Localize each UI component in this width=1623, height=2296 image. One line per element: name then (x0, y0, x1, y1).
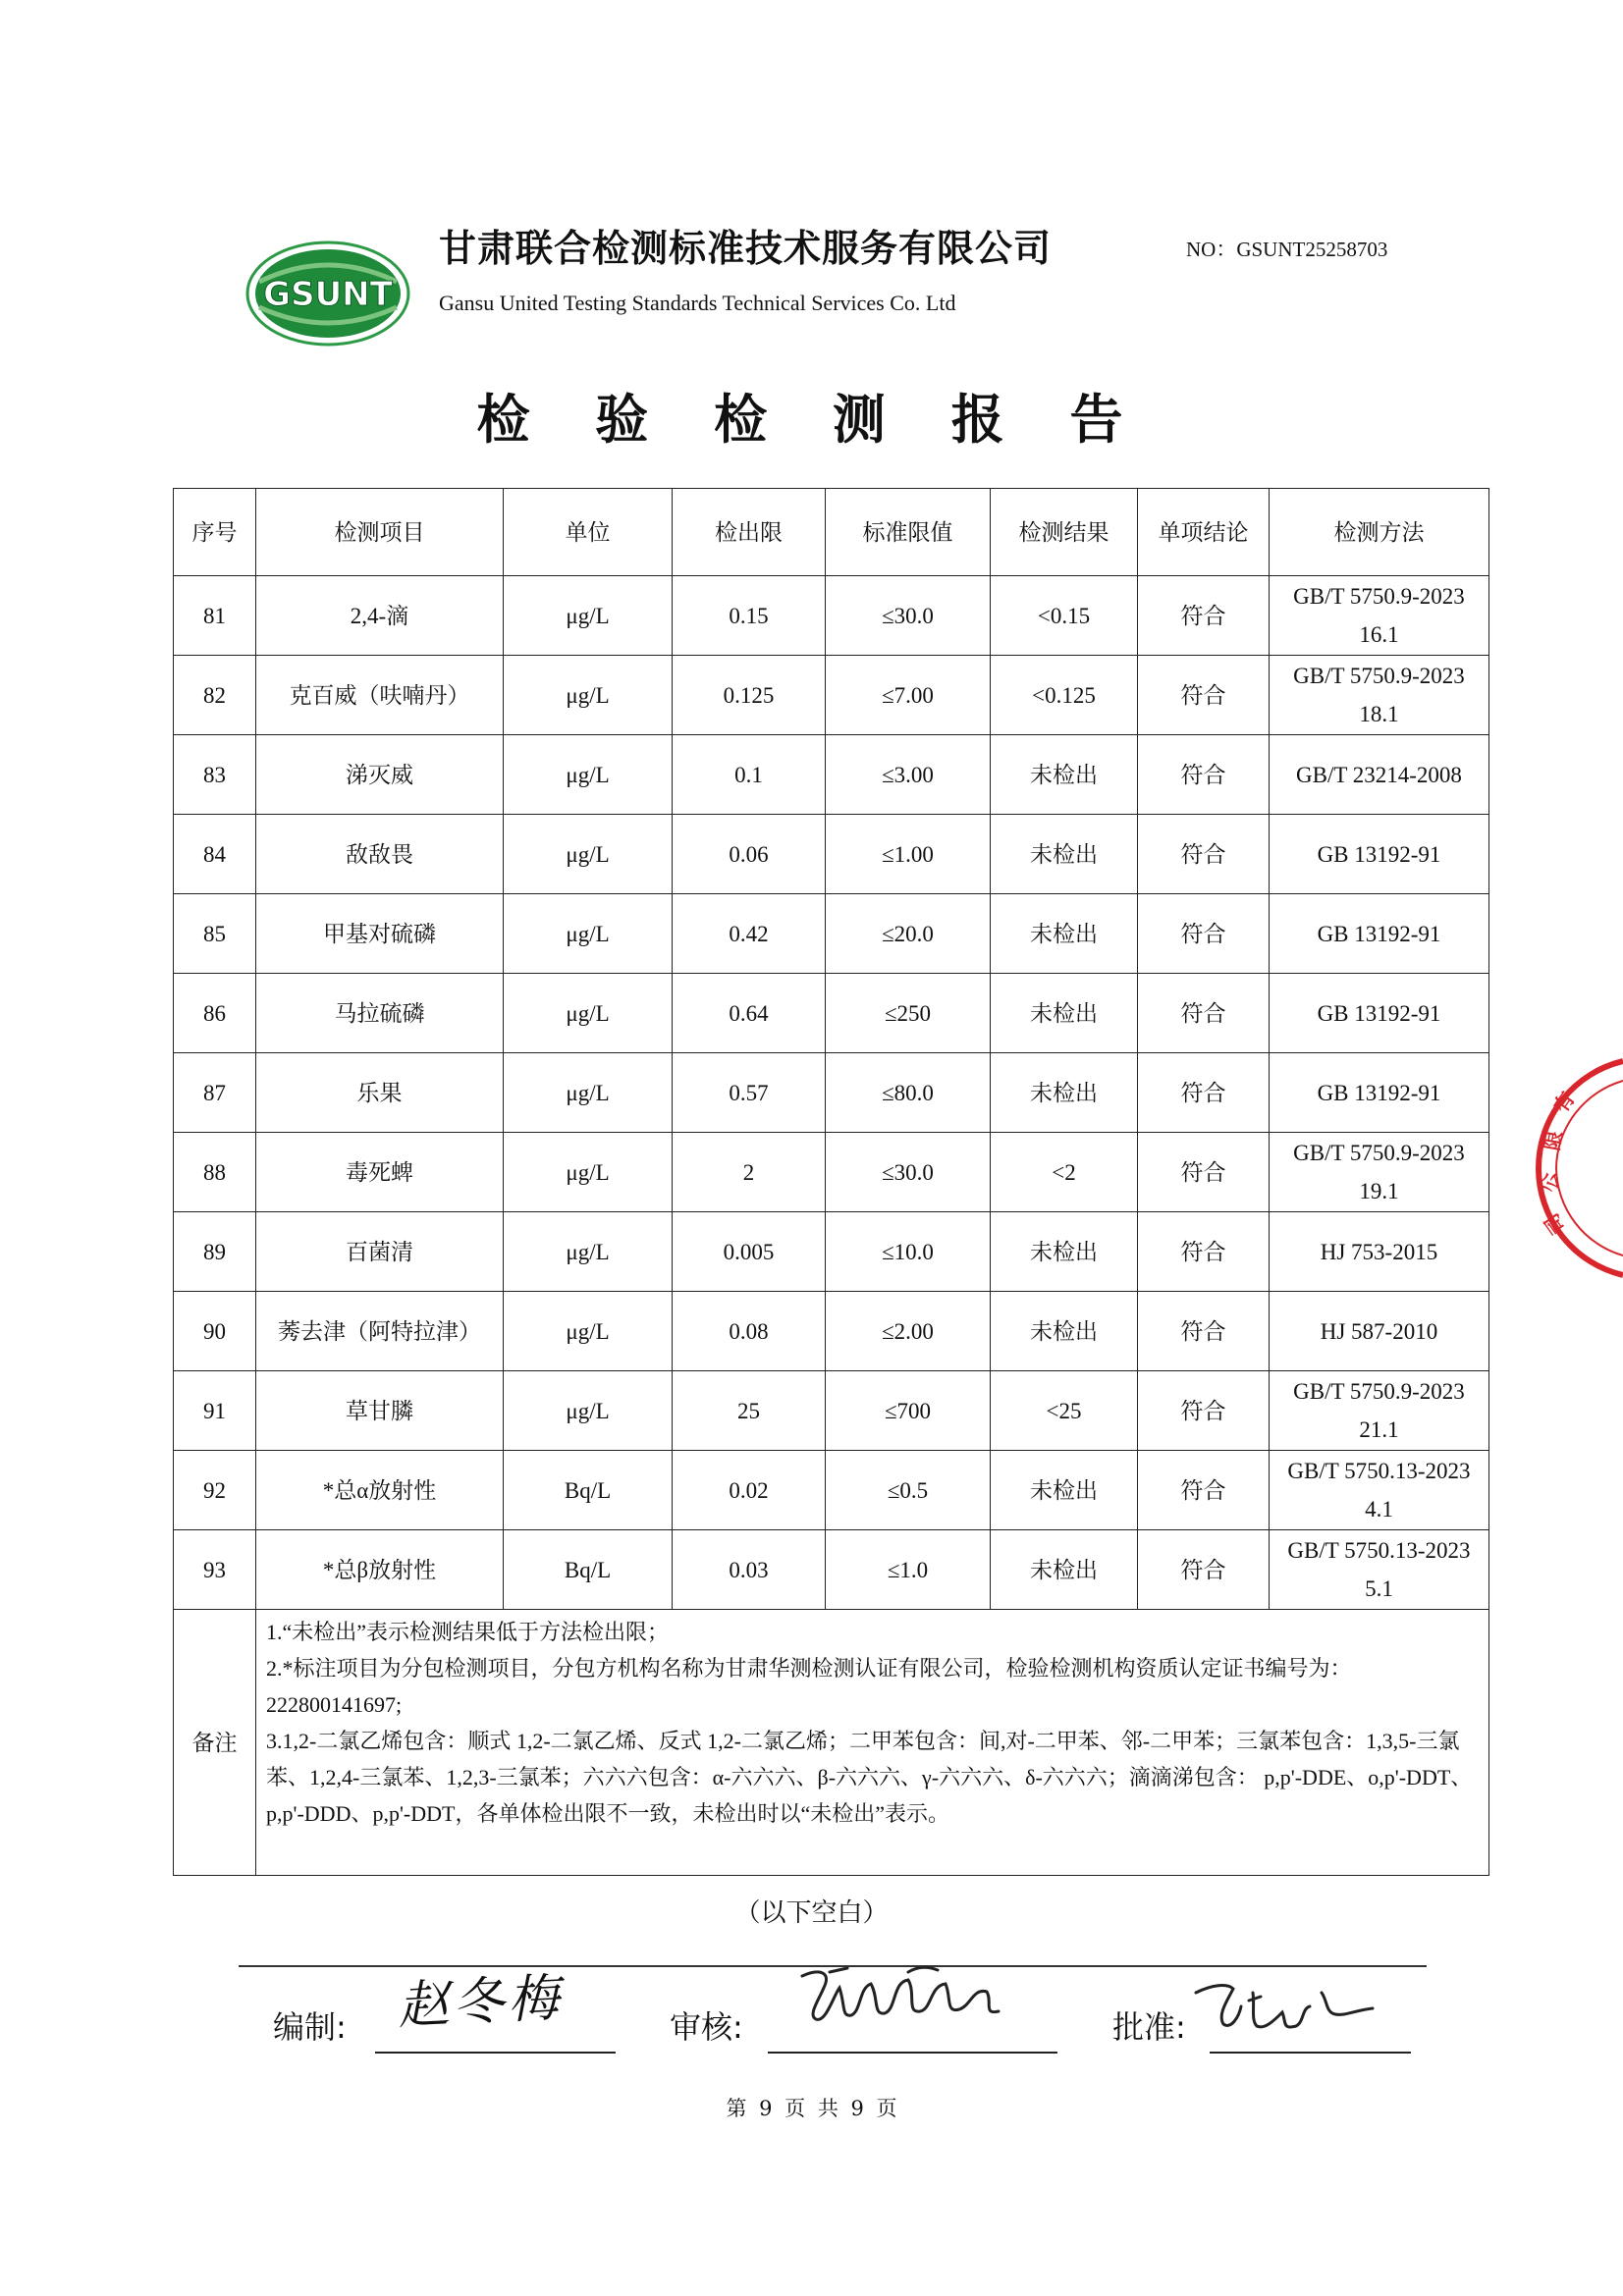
cell-method (1270, 894, 1489, 974)
cell-item: 涕灭威 (256, 735, 504, 815)
method-line: 4.1 (1365, 1497, 1393, 1522)
method-line: GB 13192-91 (1317, 921, 1441, 946)
reviewed-by-label: 审核: (670, 2008, 743, 2046)
cell-item: 敌敌畏 (256, 815, 504, 894)
company-logo (245, 240, 410, 347)
cell-conclusion: 符合 (1138, 1133, 1270, 1212)
svg-text:有: 有 (1548, 1087, 1580, 1117)
column-header: 检测方法 (1270, 489, 1489, 576)
svg-text:公: 公 (1536, 1170, 1563, 1195)
cell-standard-limit: ≤1.0 (826, 1530, 991, 1610)
column-header: 检测项目 (256, 489, 504, 576)
method-line: HJ 587-2010 (1320, 1318, 1438, 1344)
cell-result: 未检出 (991, 1212, 1138, 1292)
cell-item: 克百威（呋喃丹） (256, 656, 504, 735)
cell-item: 莠去津（阿特拉津） (256, 1292, 504, 1371)
cell-serial: 87 (174, 1053, 256, 1133)
cell-standard-limit: ≤20.0 (826, 894, 991, 974)
table-row (174, 735, 1489, 815)
table-row (174, 1530, 1489, 1610)
cell-conclusion: 符合 (1138, 815, 1270, 894)
method-line: HJ 753-2015 (1320, 1239, 1438, 1264)
report-title: 检 验 检 测 报 告 (476, 389, 1147, 451)
cell-unit: μg/L (504, 1133, 673, 1212)
cell-result: 未检出 (991, 1292, 1138, 1371)
cell-unit: μg/L (504, 815, 673, 894)
method-line: GB 13192-91 (1317, 1080, 1441, 1105)
method-line: 5.1 (1365, 1576, 1393, 1601)
note-line: 2.*标注项目为分包检测项目，分包方机构名称为甘肃华测检测认证有限公司，检验检测机构资质认定证书编号为：222800141697; (266, 1656, 1352, 1717)
cell-standard-limit: ≤30.0 (826, 1133, 991, 1212)
cell-detection-limit: 0.1 (673, 735, 826, 815)
table-row (174, 656, 1489, 735)
column-header: 检出限 (673, 489, 826, 576)
table-row (174, 1451, 1489, 1530)
cell-unit: μg/L (504, 1292, 673, 1371)
column-header: 单位 (504, 489, 673, 576)
cell-serial: 81 (174, 576, 256, 656)
page-footer: 第 9 页 共 9 页 (726, 2097, 897, 2120)
cell-unit: μg/L (504, 576, 673, 656)
method-line: GB/T 5750.13-2023 (1287, 1459, 1471, 1483)
cell-unit: μg/L (504, 1212, 673, 1292)
table-row (174, 1133, 1489, 1212)
cell-item: 2,4-滴 (256, 576, 504, 656)
cell-conclusion: 符合 (1138, 1371, 1270, 1451)
cell-serial: 92 (174, 1451, 256, 1530)
cell-standard-limit: ≤250 (826, 974, 991, 1053)
official-seal-icon (1517, 1055, 1623, 1281)
cell-detection-limit: 2 (673, 1133, 826, 1212)
cell-item: 草甘膦 (256, 1371, 504, 1451)
method-line: 21.1 (1359, 1417, 1399, 1442)
method-line: GB/T 5750.9-2023 (1293, 1379, 1465, 1404)
cell-conclusion: 符合 (1138, 974, 1270, 1053)
cell-method (1270, 1133, 1489, 1212)
cell-standard-limit: ≤2.00 (826, 1292, 991, 1371)
svg-text:GSUNT: GSUNT (263, 275, 393, 314)
cell-result: <2 (991, 1133, 1138, 1212)
cell-method (1270, 1530, 1489, 1610)
cell-conclusion: 符合 (1138, 1530, 1270, 1610)
method-line: 18.1 (1359, 702, 1399, 726)
cell-method (1270, 735, 1489, 815)
method-line: GB/T 5750.9-2023 (1293, 584, 1465, 609)
svg-text:司: 司 (1539, 1208, 1571, 1239)
cell-conclusion: 符合 (1138, 894, 1270, 974)
cell-result: <25 (991, 1371, 1138, 1451)
cell-standard-limit: ≤700 (826, 1371, 991, 1451)
results-table (173, 488, 1489, 1876)
cell-serial: 91 (174, 1371, 256, 1451)
cell-result: 未检出 (991, 1530, 1138, 1610)
cell-detection-limit: 0.15 (673, 576, 826, 656)
cell-unit: μg/L (504, 1371, 673, 1451)
cell-standard-limit: ≤30.0 (826, 576, 991, 656)
cell-conclusion: 符合 (1138, 1292, 1270, 1371)
cell-standard-limit: ≤10.0 (826, 1212, 991, 1292)
blank-below-note: （以下空白） (734, 1898, 889, 1928)
note-line: 3.1,2-二氯乙烯包含：顺式 1,2-二氯乙烯、反式 1,2-二氯乙烯；二甲苯包含：间,对-二甲苯、邻-二甲苯；三氯苯包含：1,3,5-三氯苯、1,2,4-三氯苯、1,2,3-三氯苯；六六六包含：α-六六六、β-六六六、γ-六六六、δ-六六六；滴滴涕包含： p,p'-DDE、o,p'-DDT、p,p'-DDD、p,p'-DDT，各单体检出限不一致，未检出时以“未检出”表示。 (266, 1729, 1473, 1826)
cell-conclusion: 符合 (1138, 1053, 1270, 1133)
cell-serial: 82 (174, 656, 256, 735)
cell-method (1270, 1053, 1489, 1133)
cell-detection-limit: 0.125 (673, 656, 826, 735)
company-name-cn: 甘肃联合检测标准技术服务有限公司 (439, 227, 1053, 270)
cell-detection-limit: 0.57 (673, 1053, 826, 1133)
table-row (174, 1212, 1489, 1292)
table-row (174, 1371, 1489, 1451)
report-number: NO：GSUNT25258703 (1186, 238, 1388, 261)
cell-conclusion: 符合 (1138, 1451, 1270, 1530)
table-row (174, 1292, 1489, 1371)
cell-result: 未检出 (991, 894, 1138, 974)
approved-by-label: 批准: (1112, 2008, 1186, 2046)
cell-result: 未检出 (991, 815, 1138, 894)
cell-item: 百菌清 (256, 1212, 504, 1292)
compiled-by-signature: 赵冬梅 (396, 1968, 565, 2037)
cell-method (1270, 1212, 1489, 1292)
cell-detection-limit: 0.005 (673, 1212, 826, 1292)
cell-method (1270, 1292, 1489, 1371)
cell-method (1270, 656, 1489, 735)
cell-method (1270, 1371, 1489, 1451)
cell-serial: 90 (174, 1292, 256, 1371)
notes-row (174, 1610, 1489, 1876)
cell-conclusion: 符合 (1138, 576, 1270, 656)
cell-item: 马拉硫磷 (256, 974, 504, 1053)
notes-content (256, 1610, 1489, 1876)
table-row (174, 1053, 1489, 1133)
cell-result: 未检出 (991, 1053, 1138, 1133)
compiled-by-label: 编制: (273, 2008, 347, 2046)
cell-unit: μg/L (504, 656, 673, 735)
cell-unit: μg/L (504, 974, 673, 1053)
cell-standard-limit: ≤3.00 (826, 735, 991, 815)
cell-unit: Bq/L (504, 1451, 673, 1530)
cell-method (1270, 815, 1489, 894)
cell-unit: μg/L (504, 1053, 673, 1133)
cell-unit: Bq/L (504, 1530, 673, 1610)
cell-result: 未检出 (991, 1451, 1138, 1530)
cell-method (1270, 576, 1489, 656)
method-line: GB 13192-91 (1317, 841, 1441, 867)
cell-detection-limit: 0.08 (673, 1292, 826, 1371)
cell-item: *总β放射性 (256, 1530, 504, 1610)
compiled-by-line (375, 2052, 616, 2054)
cell-detection-limit: 0.64 (673, 974, 826, 1053)
method-line: GB 13192-91 (1317, 1000, 1441, 1026)
column-header: 序号 (174, 489, 256, 576)
cell-result: 未检出 (991, 735, 1138, 815)
table-row (174, 974, 1489, 1053)
cell-result: <0.125 (991, 656, 1138, 735)
method-line: 19.1 (1359, 1179, 1399, 1203)
notes-label: 备注 (174, 1610, 256, 1876)
cell-unit: μg/L (504, 894, 673, 974)
table-row (174, 894, 1489, 974)
svg-text:限: 限 (1540, 1129, 1567, 1152)
reviewed-by-signature (790, 1958, 1016, 2037)
cell-item: 毒死蜱 (256, 1133, 504, 1212)
cell-serial: 84 (174, 815, 256, 894)
approved-by-signature (1188, 1971, 1384, 2040)
cell-standard-limit: ≤1.00 (826, 815, 991, 894)
cell-conclusion: 符合 (1138, 656, 1270, 735)
company-name-en: Gansu United Testing Standards Technical Services Co. Ltd (439, 291, 956, 315)
table-row (174, 815, 1489, 894)
column-header: 标准限值 (826, 489, 991, 576)
cell-serial: 89 (174, 1212, 256, 1292)
cell-conclusion: 符合 (1138, 1212, 1270, 1292)
reviewed-by-line (768, 2052, 1057, 2054)
cell-result: 未检出 (991, 974, 1138, 1053)
note-line: 1.“未检出”表示检测结果低于方法检出限； (266, 1620, 670, 1644)
method-line: GB/T 5750.13-2023 (1287, 1538, 1471, 1563)
cell-item: 乐果 (256, 1053, 504, 1133)
cell-standard-limit: ≤0.5 (826, 1451, 991, 1530)
cell-serial: 93 (174, 1530, 256, 1610)
method-line: GB/T 23214-2008 (1296, 762, 1462, 787)
cell-detection-limit: 25 (673, 1371, 826, 1451)
cell-standard-limit: ≤7.00 (826, 656, 991, 735)
table-header-row (174, 489, 1489, 576)
cell-item: 甲基对硫磷 (256, 894, 504, 974)
cell-detection-limit: 0.06 (673, 815, 826, 894)
cell-detection-limit: 0.03 (673, 1530, 826, 1610)
cell-detection-limit: 0.02 (673, 1451, 826, 1530)
cell-method (1270, 1451, 1489, 1530)
cell-conclusion: 符合 (1138, 735, 1270, 815)
cell-method (1270, 974, 1489, 1053)
cell-standard-limit: ≤80.0 (826, 1053, 991, 1133)
method-line: GB/T 5750.9-2023 (1293, 1141, 1465, 1165)
approved-by-line (1210, 2052, 1411, 2054)
cell-serial: 88 (174, 1133, 256, 1212)
method-line: GB/T 5750.9-2023 (1293, 664, 1465, 688)
cell-result: <0.15 (991, 576, 1138, 656)
cell-serial: 83 (174, 735, 256, 815)
cell-unit: μg/L (504, 735, 673, 815)
method-line: 16.1 (1359, 622, 1399, 647)
cell-item: *总α放射性 (256, 1451, 504, 1530)
cell-serial: 85 (174, 894, 256, 974)
column-header: 检测结果 (991, 489, 1138, 576)
column-header: 单项结论 (1138, 489, 1270, 576)
cell-serial: 86 (174, 974, 256, 1053)
cell-detection-limit: 0.42 (673, 894, 826, 974)
table-row (174, 576, 1489, 656)
